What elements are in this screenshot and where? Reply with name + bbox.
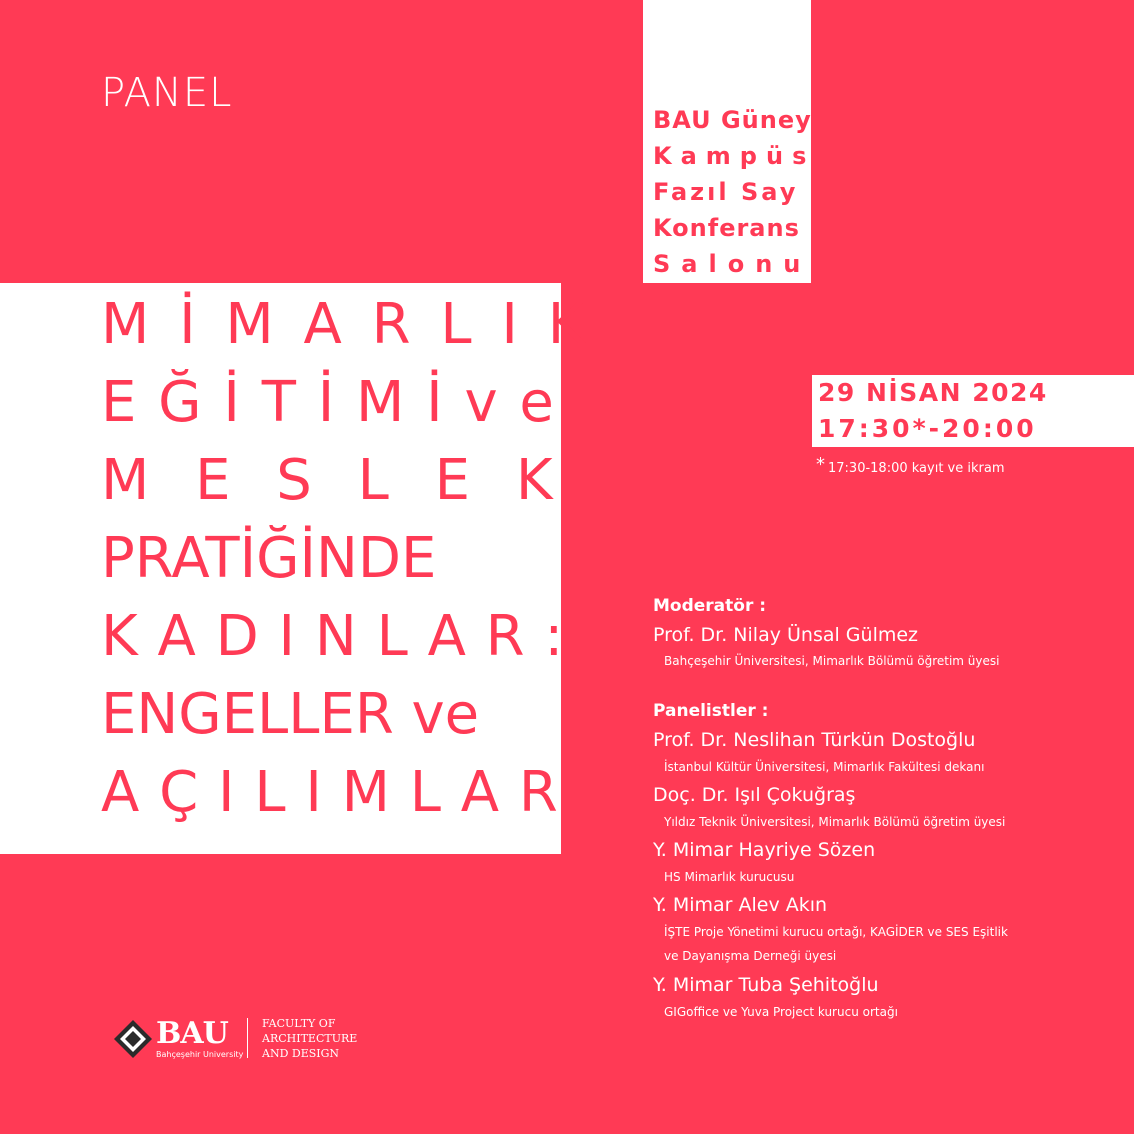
title-line: A Ç I L I M L A R (101, 760, 559, 825)
registration-note (816, 454, 1005, 476)
faculty-line: FACULTY OF (262, 1017, 336, 1030)
faculty-line: ARCHITECTURE (262, 1032, 358, 1045)
moderator-affiliation: Bahçeşehir Üniversitesi, Mimarlık Bölümü öğretim üyesi (664, 654, 1000, 668)
note-text: 17:30-18:00 kayıt ve ikram (828, 461, 1005, 476)
panelist-name: Y. Mimar Alev Akın (653, 894, 828, 916)
logo-divider (247, 1018, 248, 1058)
title-line: M İ M A R L I K (101, 292, 591, 357)
panelist-name: Prof. Dr. Neslihan Türkün Dostoğlu (653, 729, 976, 751)
bau-logo (112, 1016, 372, 1066)
venue-box (643, 0, 816, 283)
moderator-name: Prof. Dr. Nilay Ünsal Gülmez (653, 624, 919, 646)
panelist-affiliation: HS Mimarlık kurucusu (664, 870, 795, 884)
note-star: * (816, 454, 825, 475)
title-line: K A D I N L A R : (101, 604, 565, 669)
title-line: E Ğ İ T İ M İ v e (101, 370, 556, 435)
title-line: PRATİĞİNDE (101, 526, 437, 591)
bau-emblem-icon (112, 1018, 154, 1060)
panelist-affiliation: İstanbul Kültür Üniversitesi, Mimarlık Fakültesi dekanı (664, 760, 985, 774)
logo-bau-text: BAU (156, 1016, 228, 1051)
panelist-affiliation: Yıldız Teknik Üniversitesi, Mimarlık Bölümü öğretim üyesi (664, 815, 1006, 829)
event-date: 29 NİSAN 2024 (818, 378, 1048, 407)
panelist-affiliation: İŞTE Proje Yönetimi kurucu ortağı, KAGİDER ve SES Eşitlik (664, 925, 1008, 939)
panel-label: PANEL (101, 70, 233, 116)
venue-line: Konferans (653, 214, 800, 242)
venue-line: BAU Güney (653, 106, 812, 134)
panelist-affiliation: GIGoffice ve Yuva Project kurucu ortağı (664, 1005, 898, 1019)
panelist-affiliation: ve Dayanışma Derneği üyesi (664, 949, 837, 963)
venue-line: Kampüs (653, 142, 816, 170)
moderator-heading: Moderatör : (653, 596, 767, 616)
panelists-heading: Panelistler : (653, 701, 769, 721)
faculty-line: AND DESIGN (262, 1047, 340, 1060)
panelist-name: Y. Mimar Hayriye Sözen (653, 839, 876, 861)
panelist-name: Y. Mimar Tuba Şehitoğlu (653, 974, 879, 996)
title-line: M E S L E K (101, 448, 567, 513)
title-box (0, 283, 591, 854)
logo-university-text: Bahçeşehir University (156, 1050, 244, 1059)
title-line: ENGELLER ve (101, 682, 480, 747)
event-time: 17:30*-20:00 (818, 414, 1037, 443)
venue-line: Fazıl Say (653, 178, 799, 206)
panelist-name: Doç. Dr. Işıl Çokuğraş (653, 784, 856, 806)
venue-line: Salonu (653, 250, 812, 278)
date-box (812, 375, 1134, 447)
